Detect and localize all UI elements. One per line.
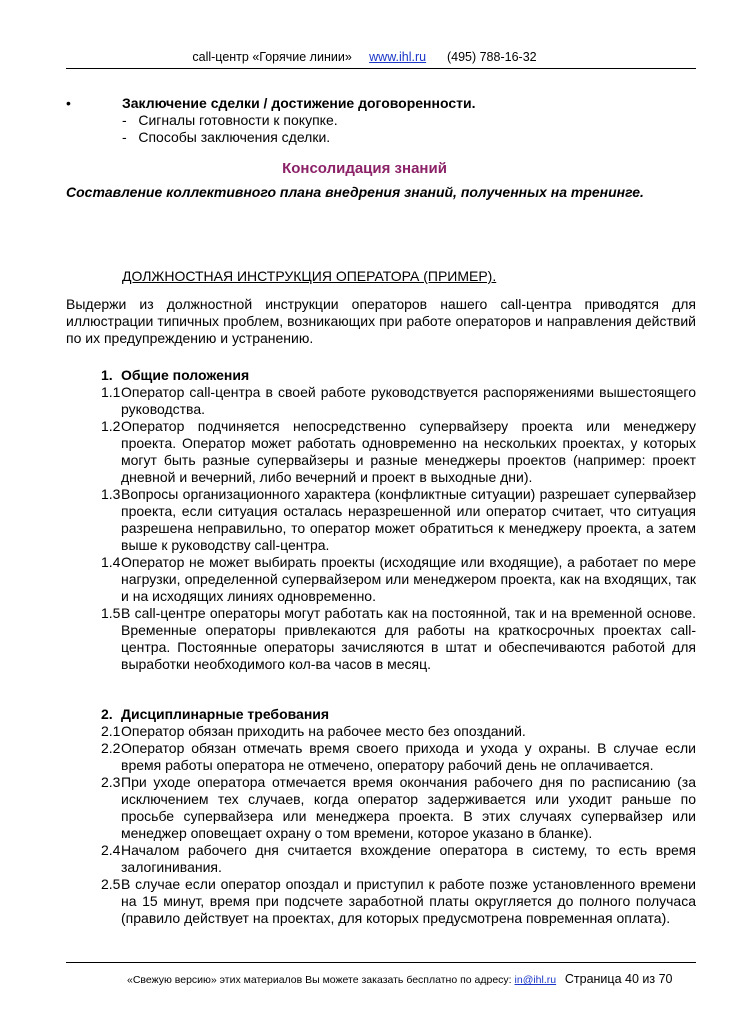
bullet-glyph: • — [66, 95, 71, 111]
header-phone: (495) 788-16-32 — [446, 50, 537, 64]
section-number: 2. — [101, 706, 113, 722]
item-number: 2.3 — [101, 774, 121, 790]
header-company: call-центр «Горячие линии» — [192, 50, 352, 64]
item-text: В call-центре операторы могут работать как на постоянной, так и на временной основе. Временные операторы привлекаются для работы на краткосрочных проектах call-центра. Постоянные операторы зачисляются в штат и обеспечиваются работой для выработки необходимого кол-ва часов в месяц. — [121, 605, 696, 672]
item-number: 2.4 — [101, 842, 121, 858]
item-number: 1.5 — [101, 605, 121, 621]
footer-note: «Свежую версию» этих материалов Вы можете заказать бесплатно по адресу: — [127, 974, 512, 986]
item-number: 1.2 — [101, 418, 121, 434]
intro-paragraph: Выдержи из должностной инструкции операторов нашего call-центра приводятся для иллюстрации типичных проблем, возникающих при работе операторов и направления действий по их предупреждению и устранению. — [66, 296, 696, 346]
section-heading: Общие положения — [121, 367, 250, 383]
item-text: Оператор не может выбирать проекты (исходящие или входящие), а работает по мере нагрузки, определенной супервайзером или менеджером проекта, как на входящих, так и на исходящих линиях одновременно. — [121, 554, 696, 604]
item-text: При уходе оператора отмечается время окончания рабочего дня по расписанию (за исключением тех случаев, когда оператор задерживается или уходит раньше по просьбе супервайзера или менеджера проекта. В этих случаях супервайзер или менеджер оповещает охрану о том времени, которое указано в бланке). — [121, 774, 696, 841]
section-number: 1. — [101, 367, 113, 383]
bullet-title: Заключение сделки / достижение договоренности. — [122, 95, 476, 111]
bullet-subitem: - Сигналы готовности к покупке. — [122, 112, 338, 128]
section-heading: Дисциплинарные требования — [121, 706, 330, 722]
page-footer — [127, 972, 672, 986]
item-text: Оператор call-центра в своей работе руководствуется распоряжениями вышестоящего руководства. — [121, 384, 696, 417]
item-text: Вопросы организационного характера (конфликтные ситуации) разрешает супервайзер проекта, если ситуация осталась неразрешенной или оператор считает, что ситуация разрешена неправильно, то оператор может обратиться к менеджеру проекта, а затем выше к руководству call-центра. — [121, 486, 696, 553]
item-number: 2.2 — [101, 740, 121, 756]
item-text: Началом рабочего дня считается вхождение оператора в систему, то есть время залогинивания. — [121, 842, 696, 875]
item-number: 1.3 — [101, 486, 121, 502]
header-website-link[interactable]: www.ihl.ru — [369, 50, 427, 64]
item-number: 2.1 — [101, 723, 121, 739]
item-text: Оператор обязан отмечать время своего прихода и ухода у охраны. В случае если время работы оператора не отмечено, оператору рабочий день не оплачивается. — [121, 740, 696, 773]
item-number: 2.5 — [101, 876, 121, 892]
bullet-subitem: - Способы заключения сделки. — [122, 129, 331, 145]
doc-title: ДОЛЖНОСТНАЯ ИНСТРУКЦИЯ ОПЕРАТОРА (ПРИМЕР). — [122, 268, 497, 284]
footer-email-link[interactable]: in@ihl.ru — [514, 974, 557, 986]
item-text: Оператор подчиняется непосредственно супервайзеру проекта или менеджеру проекта. Оператор может работать одновременно на нескольких проектах, у которых могут быть разные супервайзеры и разные менеджеры проектов (например: проект дневной и вечерний, либо вечерний и проект в выходные дни). — [121, 418, 696, 485]
section-subtitle: Составление коллективного плана внедрения знаний, полученных на тренинге. — [66, 184, 644, 200]
header-rule — [66, 68, 696, 69]
page-number: Страница 40 из 70 — [564, 972, 673, 986]
footer-rule — [66, 962, 696, 963]
section-title: Консолидация знаний — [282, 160, 447, 177]
item-number: 1.1 — [101, 384, 121, 400]
item-number: 1.4 — [101, 554, 121, 570]
page-header — [0, 50, 729, 64]
item-text: Оператор обязан приходить на рабочее место без опозданий. — [121, 723, 526, 739]
item-text: В случае если оператор опоздал и приступил к работе позже установленного времени на 15 минут, время при подсчете заработной платы округляется до полного получаса (правило действует на проектах, для которых предусмотрена повременная оплата). — [121, 876, 696, 926]
